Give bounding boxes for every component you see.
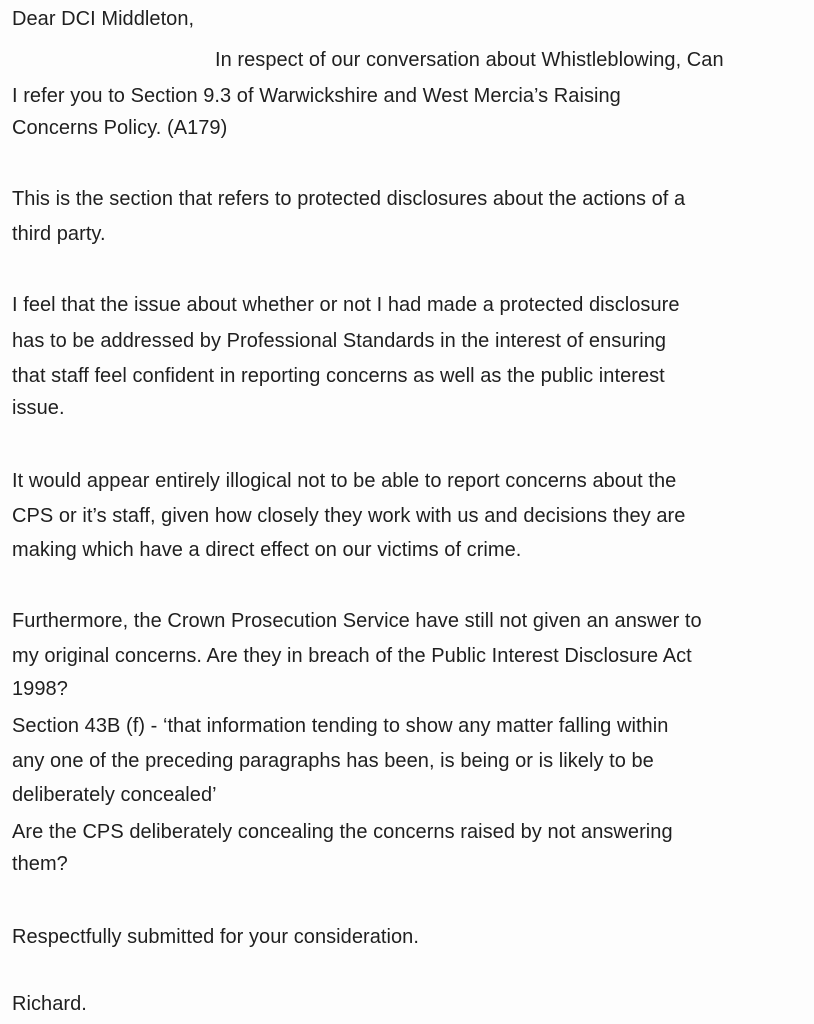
paragraph2-line2: third party. (12, 223, 106, 245)
paragraph3-line1: I feel that the issue about whether or not I had made a protected disclosure (12, 294, 680, 316)
paragraph3-line4: issue. (12, 397, 65, 419)
paragraph5-line1: Furthermore, the Crown Prosecution Service have still not given an answer to (12, 610, 702, 632)
paragraph5-line7: Are the CPS deliberately concealing the concerns raised by not answering (12, 821, 673, 843)
paragraph2-line1: This is the section that refers to protected disclosures about the actions of a (12, 188, 686, 210)
paragraph5-line2: my original concerns. Are they in breach of the Public Interest Disclosure Act (12, 645, 692, 667)
closing: Respectfully submitted for your consideration. (12, 926, 419, 948)
paragraph5-line3: 1998? (12, 678, 68, 700)
paragraph5-line4: Section 43B (f) - ‘that information tending to show any matter falling within (12, 715, 669, 737)
signature: Richard. (12, 993, 87, 1015)
paragraph5-line5: any one of the preceding paragraphs has been, is being or is likely to be (12, 750, 654, 772)
paragraph4-line1: It would appear entirely illogical not to be able to report concerns about the (12, 470, 677, 492)
paragraph4-line2: CPS or it’s staff, given how closely they work with us and decisions they are (12, 505, 686, 527)
paragraph1-line3: Concerns Policy. (A179) (12, 117, 228, 139)
paragraph4-line3: making which have a direct effect on our victims of crime. (12, 539, 522, 561)
paragraph5-line6: deliberately concealed’ (12, 784, 217, 806)
paragraph5-line8: them? (12, 853, 68, 875)
paragraph1-line1: In respect of our conversation about Whistleblowing, Can (215, 49, 724, 71)
paragraph3-line3: that staff feel confident in reporting concerns as well as the public interest (12, 365, 665, 387)
paragraph1-line2: I refer you to Section 9.3 of Warwickshire and West Mercia’s Raising (12, 85, 621, 107)
salutation: Dear DCI Middleton, (12, 8, 195, 30)
paragraph3-line2: has to be addressed by Professional Standards in the interest of ensuring (12, 330, 667, 352)
